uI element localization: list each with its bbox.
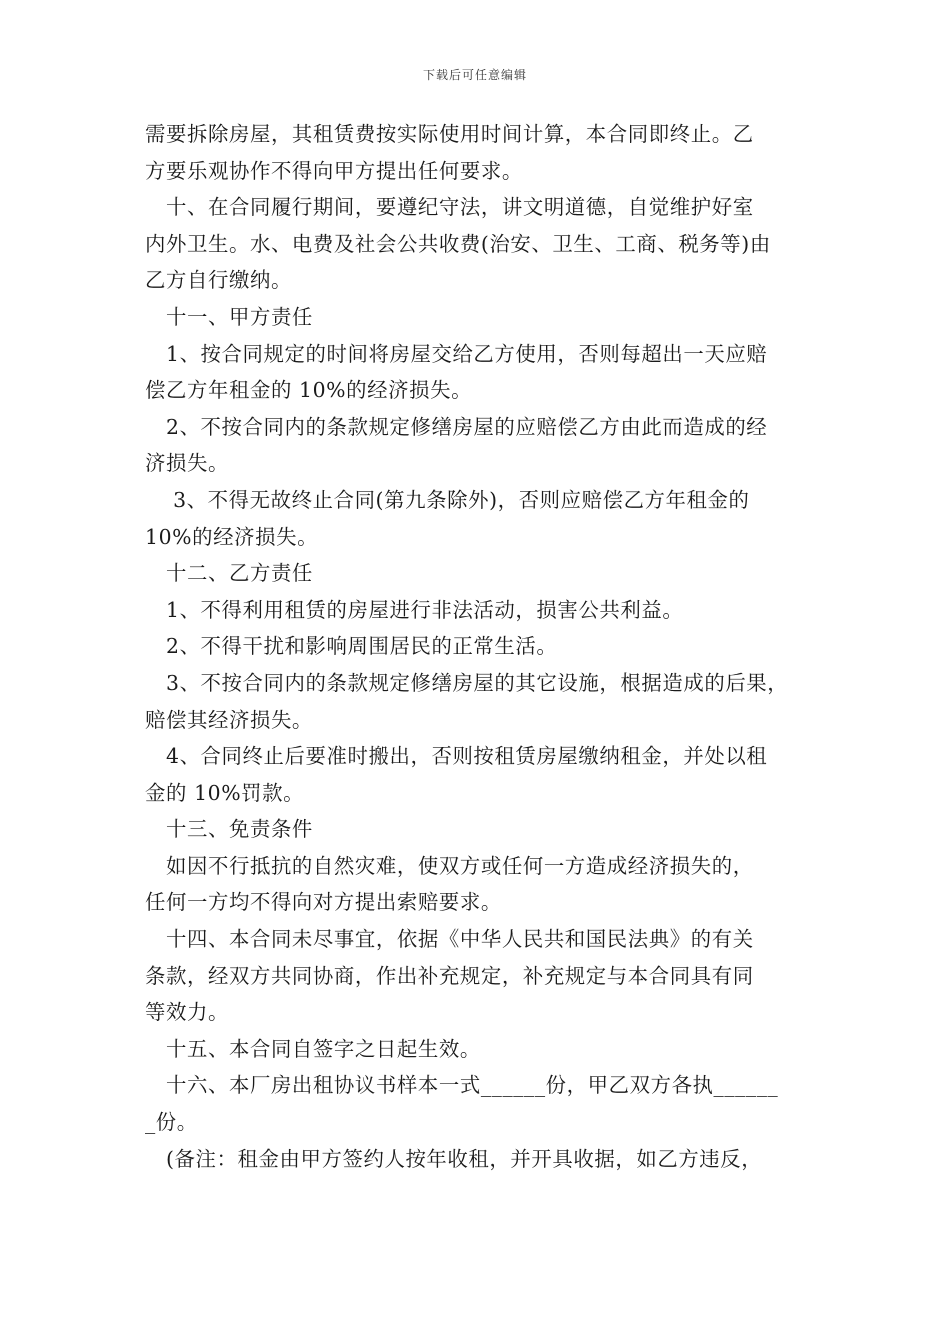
section-heading: 十二、乙方责任: [145, 561, 313, 586]
section-heading: 十一、甲方责任: [145, 304, 313, 329]
text-line: 如因不行抵抗的自然灾难，使双方或任何一方造成经济损失的，: [145, 853, 754, 878]
text-line: 十、在合同履行期间，要遵纪守法，讲文明道德，自觉维护好室: [145, 195, 754, 220]
text-line: 2、不按合同内的条款规定修缮房屋的应赔偿乙方由此而造成的经: [145, 414, 768, 439]
text-line: 需要拆除房屋，其租赁费按实际使用时间计算，本合同即终止。乙: [145, 122, 754, 146]
text-line: 十四、本合同未尽事宜，依据《中华人民共和国民法典》的有关: [145, 927, 754, 952]
text-line: 1、不得利用租赁的房屋进行非法活动，损害公共利益。: [145, 597, 684, 622]
text-line: 条款，经双方共同协商，作出补充规定，补充规定与本合同具有同: [145, 963, 754, 988]
text-line: _份。: [145, 1110, 198, 1135]
document-body: [145, 116, 810, 1177]
text-line: 内外卫生。水、电费及社会公共收费(治安、卫生、工商、税务等)由: [145, 231, 771, 256]
text-line: 金的 10%罚款。: [145, 780, 305, 805]
text-line: 任何一方均不得向对方提出索赔要求。: [145, 890, 502, 915]
text-line: 乙方自行缴纳。: [145, 268, 292, 293]
text-line: 十五、本合同自签字之日起生效。: [145, 1036, 481, 1061]
text-line: 偿乙方年租金的 10%的经济损失。: [145, 378, 473, 403]
text-line: 3、不得无故终止合同(第九条除外)，否则应赔偿乙方年租金的: [145, 487, 750, 512]
text-line: 4、合同终止后要准时搬出，否则按租赁房屋缴纳租金，并处以租: [145, 744, 768, 769]
text-line: 1、按合同规定的时间将房屋交给乙方使用，否则每超出一天应赔: [145, 341, 768, 366]
text-line: 十六、本厂房出租协议书样本一式______份，甲乙双方各执______: [145, 1073, 779, 1098]
section-heading: 十三、免责条件: [145, 817, 313, 842]
text-line: 济损失。: [145, 451, 229, 476]
page-header: 下载后可任意编辑: [422, 68, 527, 82]
text-line: 10%的经济损失。: [145, 524, 319, 549]
text-line: (备注：租金由甲方签约人按年收租，并开具收据，如乙方违反，: [145, 1146, 763, 1171]
text-line: 2、不得干扰和影响周围居民的正常生活。: [145, 634, 558, 659]
text-line: 赔偿其经济损失。: [145, 707, 313, 732]
text-line: 方要乐观协作不得向甲方提出任何要求。: [145, 158, 523, 183]
text-line: 等效力。: [145, 1000, 229, 1025]
text-line: 3、不按合同内的条款规定修缮房屋的其它设施，根据造成的后果，: [145, 670, 789, 695]
